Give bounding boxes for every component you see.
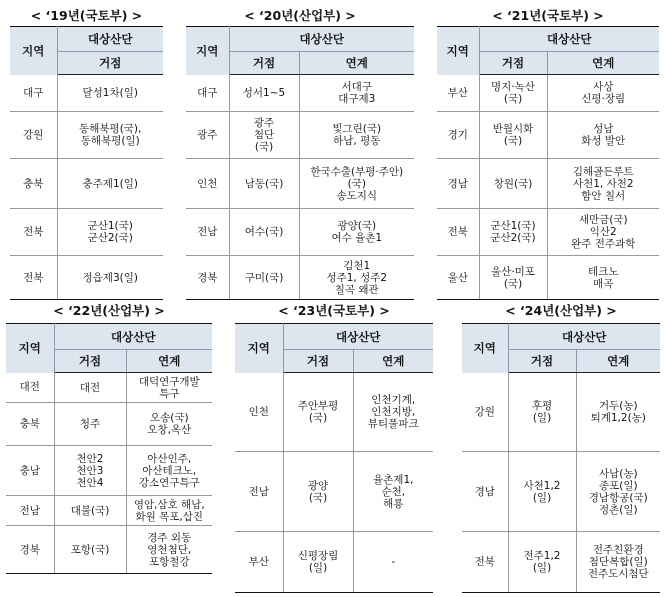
link-cell: 성남 화성 발안 [547,112,659,159]
hub-cell: 남동(국) [229,159,299,209]
region-cell: 대구 [10,75,57,112]
region-cell: 인천 [235,373,283,452]
region-cell: 전남 [235,452,283,532]
hub-cell: 주안부평 (국) [283,373,353,452]
hub-cell: 동해북평(국), 동해북평(일) [57,112,163,159]
hub-cell: 신평장림 (일) [283,532,353,593]
header-region: 지역 [10,27,57,75]
link-cell: 거두(농) 퇴계1,2(농) [576,373,660,452]
region-cell: 경북 [6,526,54,574]
region-cell: 강원 [10,112,57,159]
region-cell: 경남 [437,159,479,209]
region-cell: 전북 [10,256,57,300]
region-cell: 광주 [186,112,229,159]
hub-cell: 반월시화 (국) [479,112,547,159]
hub-cell: 광주 첨단 (국) [229,112,299,159]
hub-cell: 후평 (일) [508,373,576,452]
industrial-complex-table [437,26,659,300]
header-link: 연계 [299,52,414,75]
link-cell: 테크노 매곡 [547,256,659,300]
region-cell: 전남 [186,209,229,256]
link-cell: 김해골든루트 사천1, 사천2 함안 칠서 [547,159,659,209]
link-cell: 사남(농) 종포(일) 경남항공(국) 정촌(일) [576,452,660,532]
region-cell: 충북 [10,159,57,209]
region-cell: 전북 [437,209,479,256]
header-target: 대상산단 [283,324,433,350]
region-cell: 전북 [10,209,57,256]
hub-cell: 여수(국) [229,209,299,256]
region-cell: 경남 [462,452,508,532]
link-cell: 대덕연구개발 특구 [126,373,212,403]
industrial-complex-table [462,323,660,593]
hub-cell: 전주1,2 (일) [508,532,576,593]
table-title: < ‘20년(산업부) > [244,8,356,23]
link-cell: 오송(국) 오창,옥산 [126,403,212,446]
table-title: < ‘23년(국토부) > [278,303,390,318]
hub-cell: 충주제1(일) [57,159,163,209]
hub-cell: 광양 (국) [283,452,353,532]
link-cell: 아산인주, 아산테크노, 강소연구특구 [126,446,212,496]
header-target: 대상산단 [508,324,660,350]
hub-cell: 대전 [54,373,126,403]
industrial-complex-table [186,26,414,300]
region-cell: 울산 [437,256,479,300]
region-cell: 대전 [6,373,54,403]
hub-cell: 구미(국) [229,256,299,300]
table-2022 [6,303,212,574]
table-title: < ‘24년(산업부) > [505,303,617,318]
region-cell: 전남 [6,496,54,526]
header-hub: 거점 [229,52,299,75]
region-cell: 인천 [186,159,229,209]
region-cell: 전북 [462,532,508,593]
header-hub: 거점 [508,350,576,373]
region-cell: 충북 [6,403,54,446]
link-cell: 새만금(국) 익산2 완주 전주과학 [547,209,659,256]
hub-cell: 청주 [54,403,126,446]
link-cell: 사상 신평·장림 [547,75,659,112]
region-cell: 경기 [437,112,479,159]
header-link: 연계 [353,350,433,373]
hub-cell: 대불(국) [54,496,126,526]
industrial-complex-table [235,323,433,593]
hub-cell: 성서1~5 [229,75,299,112]
header-target: 대상산단 [479,27,659,52]
industrial-complex-table [6,323,212,574]
header-region: 지역 [462,324,508,373]
region-cell: 부산 [235,532,283,593]
header-region: 지역 [6,324,54,373]
header-target: 대상산단 [57,27,163,52]
link-cell: 광양(국) 여수 율촌1 [299,209,414,256]
header-region: 지역 [235,324,283,373]
region-cell: 부산 [437,75,479,112]
table-2023 [235,303,433,593]
table-2019 [10,8,163,300]
hub-cell: 울산·미포 (국) [479,256,547,300]
header-target: 대상산단 [54,324,212,350]
region-cell: 경북 [186,256,229,300]
header-link: 연계 [576,350,660,373]
industrial-complex-table [10,26,163,300]
link-cell: 서대구 대구제3 [299,75,414,112]
region-cell: 충남 [6,446,54,496]
header-link: 연계 [547,52,659,75]
hub-cell: 사천1,2 (일) [508,452,576,532]
link-cell: 영암,삼호 해남, 화원 목포,삽진 [126,496,212,526]
hub-cell: 명지·녹산 (국) [479,75,547,112]
link-cell: 경주 외동 영천첨단, 포항철강 [126,526,212,574]
header-hub: 거점 [54,350,126,373]
table-2024 [462,303,660,593]
hub-cell: 달성1차(일) [57,75,163,112]
hub-cell: 군산1(국) 군산2(국) [479,209,547,256]
link-cell: 빛그린(국) 하남, 평동 [299,112,414,159]
hub-cell: 창원(국) [479,159,547,209]
link-cell: 김천1 성주1, 성주2 칠곡 왜관 [299,256,414,300]
link-cell: 전주친환경 첨단복합(일) 전주도시첨단 [576,532,660,593]
header-hub: 거점 [57,52,163,75]
table-title: < ‘21년(국토부) > [492,8,604,23]
table-title: < ‘22년(산업부) > [53,303,165,318]
header-region: 지역 [437,27,479,75]
link-cell: 한국수출(부평·주안) (국) 송도지식 [299,159,414,209]
hub-cell: 포항(국) [54,526,126,574]
hub-cell: 정읍제3(일) [57,256,163,300]
region-cell: 대구 [186,75,229,112]
link-cell: 인천기계, 인천지방, 뷰티풀파크 [353,373,433,452]
header-hub: 거점 [283,350,353,373]
table-title: < ‘19년(국토부) > [30,8,143,23]
table-2020 [186,8,414,300]
header-link: 연계 [126,350,212,373]
region-cell: 강원 [462,373,508,452]
hub-cell: 천안2 천안3 천안4 [54,446,126,496]
header-hub: 거점 [479,52,547,75]
header-region: 지역 [186,27,229,75]
link-cell: - [353,532,433,593]
hub-cell: 군산1(국) 군산2(국) [57,209,163,256]
link-cell: 율촌제1, 순천, 해룡 [353,452,433,532]
header-target: 대상산단 [229,27,414,52]
table-2021 [437,8,659,300]
